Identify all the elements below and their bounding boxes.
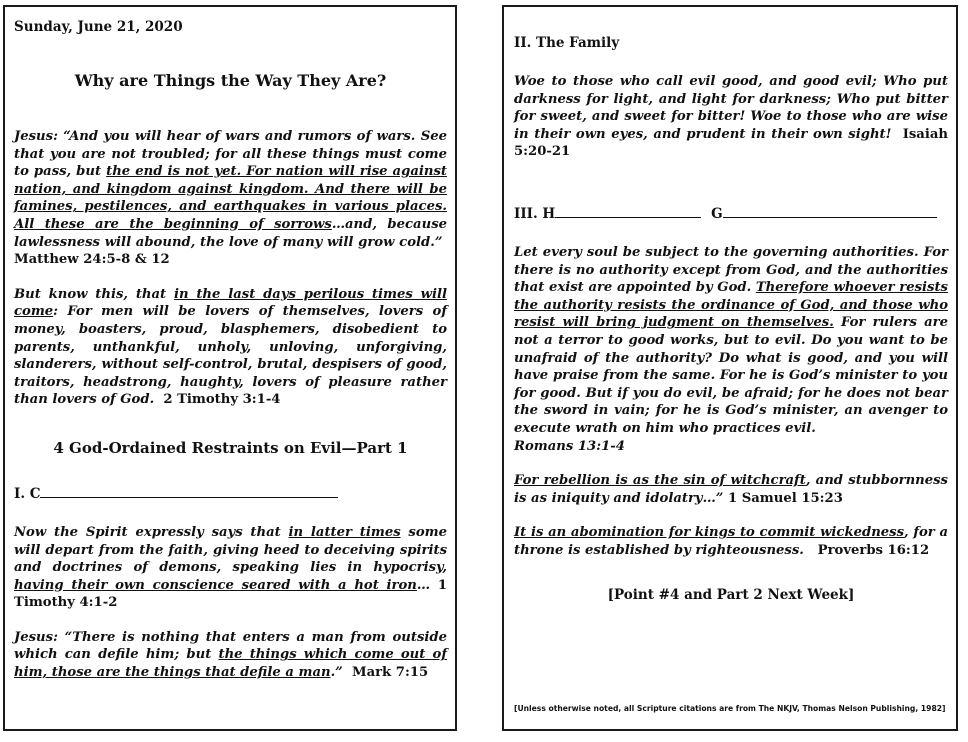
proverbs-text: , for a throne is established by righteousness. xyxy=(514,525,948,558)
next-week-notice: [Point #4 and Part 2 Next Week] xyxy=(607,587,855,604)
proverbs-underlined-text: It is an abomination for kings to commit wickedness xyxy=(514,525,905,541)
samuel-underlined-text: For rebellion is as the sin of witchcraft xyxy=(514,473,806,489)
isaiah-text: Woe to those who call evil good, and good evil; Who put darkness for light, and light for darkness; Who put bitter for sweet, and sweet for bitter! Woe to those who are wise in their own eyes, and prudent in their own sight! xyxy=(514,74,948,142)
isaiah-passage xyxy=(514,73,948,161)
matthew-passage xyxy=(14,128,447,269)
point-one-heading xyxy=(14,485,447,502)
romans-passage xyxy=(514,244,948,455)
scripture-footnote: [Unless otherwise noted, all Scripture citations are from The NKJV, Thomas Nelson Publishing, 1982] xyxy=(514,704,946,713)
romans-text-a: Let every soul be subject to the governing authorities. For there is no authority except from God, and the authorities that exist are appointed by God. xyxy=(514,244,948,296)
point-three-heading xyxy=(514,205,948,222)
mark-underlined-text: the things which come out of him, those are the things that defile a man xyxy=(14,647,447,681)
first-timothy-text-b: some will depart from the faith, giving heed to deceiving spirits and doctrines of demons, speaking lies in hypocrisy, xyxy=(14,524,447,576)
proverbs-reference: Proverbs 16:12 xyxy=(817,542,930,558)
first-timothy-passage xyxy=(14,524,447,612)
proverbs-passage xyxy=(514,524,948,559)
mark-reference: Mark 7:15 xyxy=(351,665,429,681)
timothy-text-a: But know this, that xyxy=(14,286,174,302)
point-two-heading: II. The Family xyxy=(514,35,620,51)
mark-text-a: Jesus: “There is nothing that enters a man from outside which can defile him; but xyxy=(14,629,447,663)
timothy-reference: 2 Timothy 3:1-4 xyxy=(163,392,281,408)
samuel-reference: 1 Samuel 15:23 xyxy=(727,490,843,506)
first-timothy-text-a: Now the Spirit expressly says that xyxy=(14,524,289,540)
timothy-passage xyxy=(14,286,447,409)
sermon-title: Why are Things the Way They Are? xyxy=(74,71,387,90)
samuel-passage xyxy=(514,472,948,507)
romans-reference: Romans 13:1-4 xyxy=(514,438,625,454)
romans-text-b: For rulers are not a terror to good works, but to evil. Do you want to be unafraid of the authority? Do what is good, and you will have praise from the same. For he is God’s minister to you for good. But if you do evil, be afraid; for he does not bear the sword in vain; for he is God’s minister, an avenger to execute wrath on him who practices evil. xyxy=(514,315,948,436)
first-timothy-text-c: … xyxy=(416,577,431,593)
right-page xyxy=(502,5,958,731)
matthew-text-b: …and, because lawlessness will abound, the love of many will grow cold.” xyxy=(14,216,448,250)
left-page xyxy=(3,5,457,731)
isaiah-reference: Isaiah 5:20-21 xyxy=(514,126,948,160)
point-one-fill-blank xyxy=(40,485,338,498)
matthew-text-a: Jesus: “And you will hear of wars and rumors of wars. See that you are not troubled; for all these things must come to pass, but xyxy=(14,129,447,180)
first-timothy-reference: 1 Timothy 4:1-2 xyxy=(14,577,447,611)
mark-text-b: .” xyxy=(330,665,343,681)
point-three-label-g: G xyxy=(711,205,723,222)
timothy-underlined-text: in the last days perilous times will come xyxy=(14,286,447,320)
romans-underlined-text: Therefore whoever resists the authority resists the ordinance of God, and those who resist will bring judgment on themselves. xyxy=(514,280,948,331)
timothy-text-b: : For men will be lovers of themselves, lovers of money, boasters, proud, blasphemers, disobedient to parents, unthankful, unholy, unloving, unforgiving, slanderers, without self-control, brutal, despisers of good, traitors, headstrong, haughty, lovers of pleasure rather than lovers of God. xyxy=(14,304,447,408)
point-three-fill-blank-h xyxy=(555,205,701,218)
matthew-reference: Matthew 24:5-8 & 12 xyxy=(14,252,170,268)
first-timothy-underlined-2: having their own conscience seared with a hot iron xyxy=(14,577,417,593)
section-subtitle: 4 God-Ordained Restraints on Evil—Part 1 xyxy=(53,438,408,457)
samuel-text: , and stubbornness is as iniquity and idolatry…” xyxy=(514,473,948,506)
point-one-label: I. C xyxy=(14,485,41,502)
bulletin-date: Sunday, June 21, 2020 xyxy=(14,19,183,35)
point-three-label-h: III. H xyxy=(514,205,556,222)
mark-passage xyxy=(14,629,447,682)
first-timothy-underlined-1: in latter times xyxy=(288,524,401,540)
matthew-underlined-text: the end is not yet. For nation will rise against nation, and kingdom against kingdom. And there will be famines, pestilences, and earthquakes in various places. All these are the beginning of sorrows xyxy=(14,164,447,232)
point-three-fill-blank-g xyxy=(723,205,937,218)
